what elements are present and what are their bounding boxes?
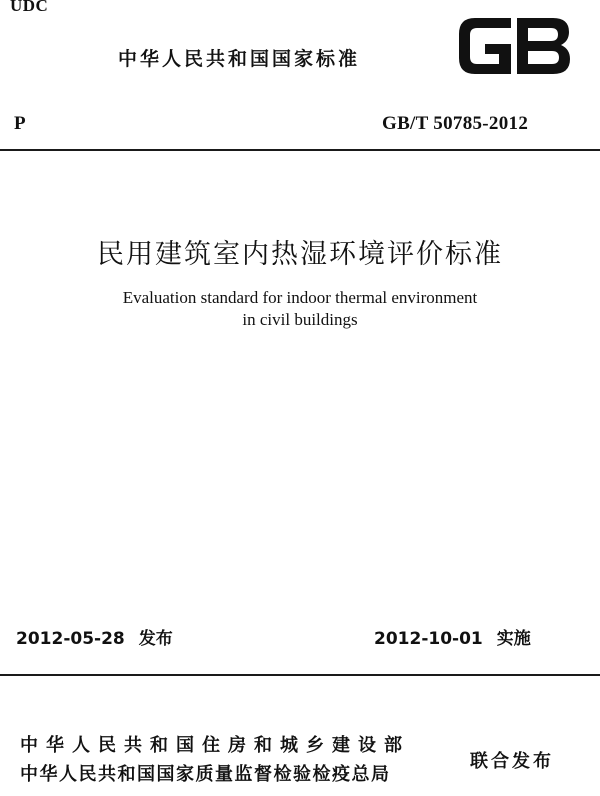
gb-logo — [455, 14, 573, 78]
standard-number: GB/T 50785-2012 — [382, 113, 529, 134]
issuer-aqsiq: 中华人民共和国国家质量监督检验检疫总局 — [20, 764, 391, 785]
udc-label: UDC — [10, 0, 49, 15]
title-english-line-1: Evaluation standard for indoor thermal environment — [122, 288, 478, 307]
gb-logo-g-glyph — [459, 18, 511, 74]
issuer-ministry: 中华人民共和国住房和城乡建设部 — [20, 735, 410, 756]
implementation-date: 2012-10-01 — [374, 629, 483, 649]
implementation-date-row — [374, 624, 531, 649]
gb-logo-b-glyph — [517, 18, 570, 74]
title-english — [0, 287, 600, 331]
issue-label: 发布 — [138, 629, 173, 649]
top-divider — [0, 149, 600, 151]
title-english-line-2: in civil buildings — [242, 310, 358, 329]
title-chinese: 民用建筑室内热湿环境评价标准 — [97, 239, 503, 270]
joint-issue-label: 联合发布 — [470, 751, 554, 772]
org-standard-heading: 中华人民共和国国家标准 — [118, 48, 361, 70]
issue-date-row — [16, 624, 173, 649]
issue-date: 2012-05-28 — [16, 629, 125, 649]
category-code: P — [14, 113, 26, 134]
bottom-divider — [0, 674, 600, 676]
implementation-label: 实施 — [496, 629, 531, 649]
